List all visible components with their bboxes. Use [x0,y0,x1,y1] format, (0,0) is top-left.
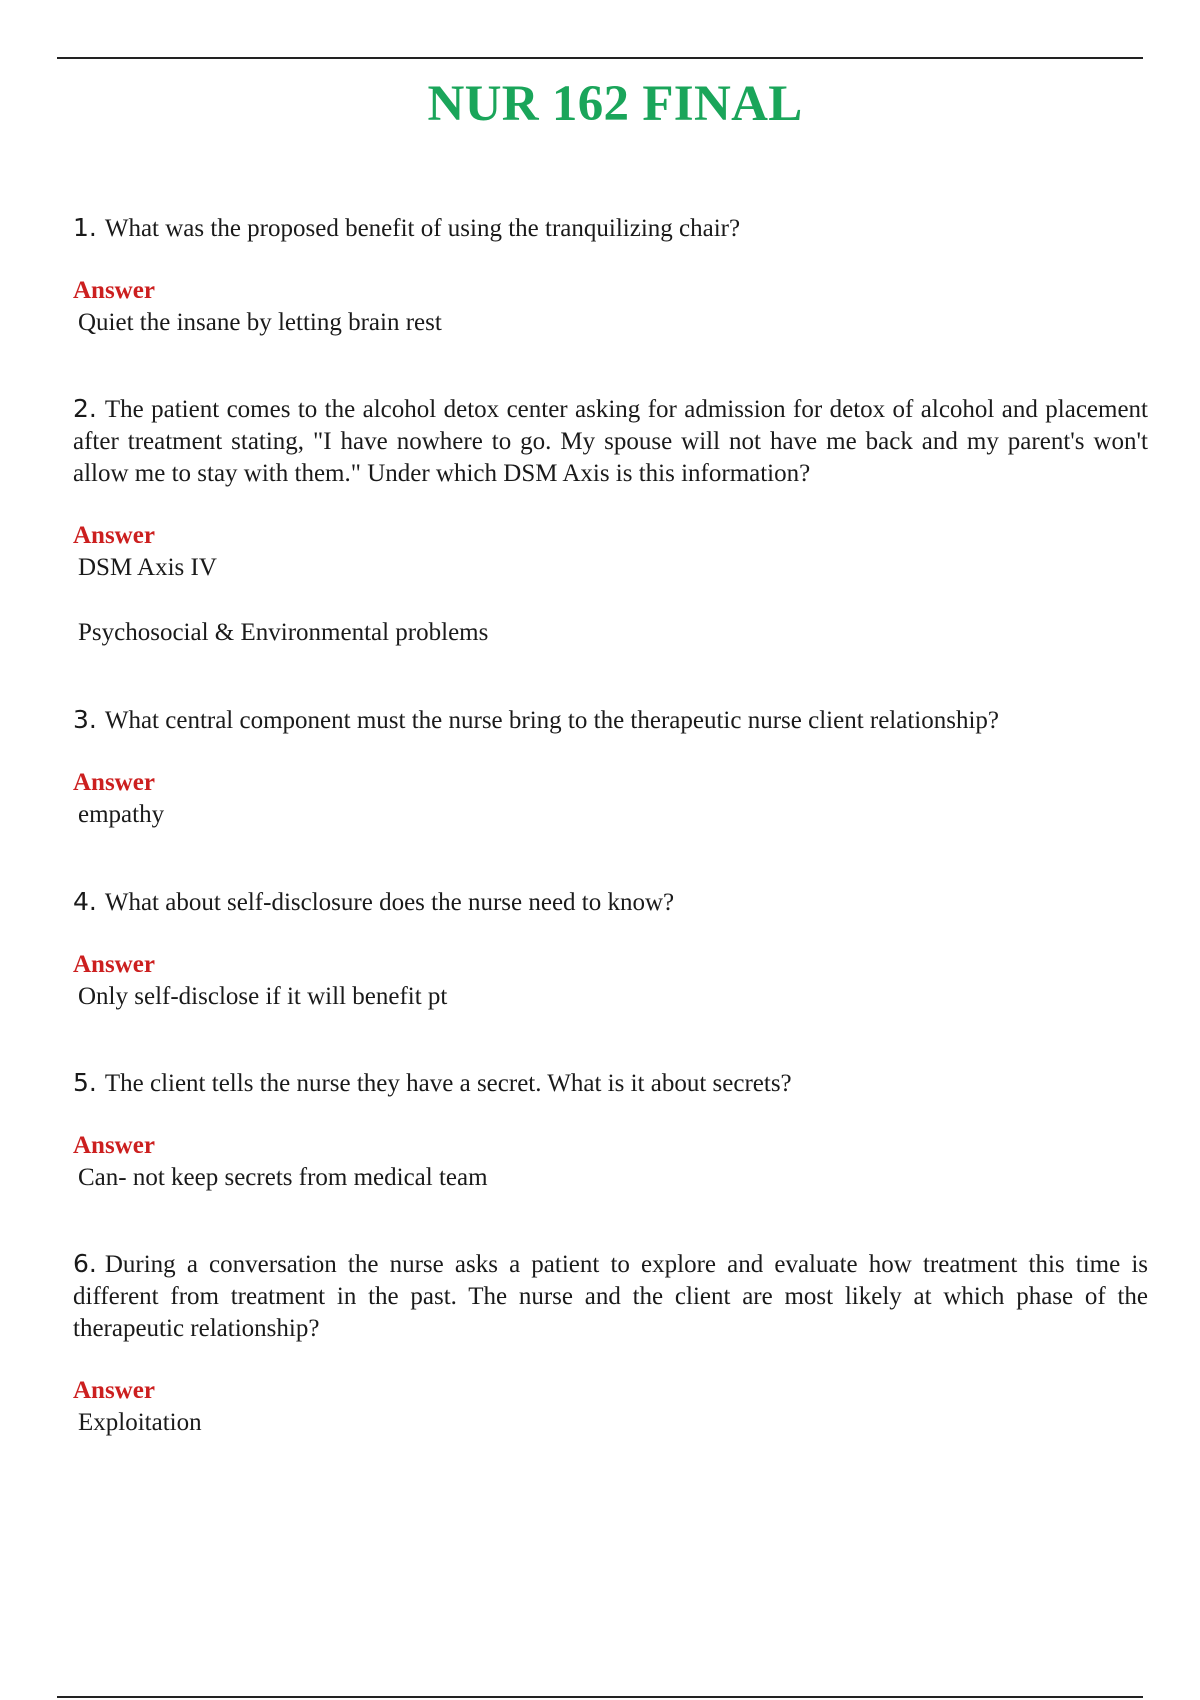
answer-label: Answer [73,522,155,549]
question-text [73,1067,1148,1100]
question-number: 4. [73,887,97,916]
question-body: During a conversation the nurse asks a patient to explore and evaluate how treatment this time is different from treatment in the past. The nurse and the client are most likely at which phase of the therapeutic relationship? [73,1251,1148,1342]
question-text [73,704,1148,737]
bottom-rule [57,1696,1143,1698]
question-number: 3. [73,705,97,734]
answer-text: empathy [78,801,165,828]
answer-text: Can- not keep secrets from medical team [78,1164,488,1191]
question-number: 5. [73,1068,97,1097]
qa-item-4 [73,886,1148,1013]
question-body: What central component must the nurse bring to the therapeutic nurse client relationship? [104,707,1000,734]
answer-label: Answer [73,951,155,978]
page-title: NUR 162 FINAL [427,76,803,132]
question-number: 1. [73,213,97,242]
answer-label: Answer [73,769,155,796]
qa-item-5 [73,1067,1148,1194]
answer-text: DSM Axis IV [78,554,217,581]
answer-text: Only self-disclose if it will benefit pt [78,983,448,1010]
answer-text: Quiet the insane by letting brain rest [78,309,442,336]
answer-text: Psychosocial & Environmental problems [78,619,489,646]
question-number: 2. [73,394,97,423]
answer-label: Answer [73,277,155,304]
question-text [73,212,1148,245]
question-body: The client tells the nurse they have a secret. What is it about secrets? [104,1070,792,1097]
question-text [73,886,1148,919]
answer-label: Answer [73,1377,155,1404]
question-body: What was the proposed benefit of using the tranquilizing chair? [104,215,741,242]
qa-item-2 [73,393,1148,649]
qa-item-3 [73,704,1148,831]
question-number: 6. [73,1249,97,1278]
top-rule [57,57,1143,59]
answer-text: Exploitation [78,1409,202,1436]
question-body: What about self-disclosure does the nurse need to know? [104,889,675,916]
qa-item-1 [73,212,1148,339]
question-text [73,1248,1148,1345]
qa-item-6 [73,1248,1148,1439]
question-text [73,393,1148,490]
question-body: The patient comes to the alcohol detox center asking for admission for detox of alcohol and placement after treatment stating, "I have nowhere to go. My spouse will not have me back and my parent's won't allow me to stay with them." Under which DSM Axis is this information? [73,396,1148,487]
answer-label: Answer [73,1132,155,1159]
